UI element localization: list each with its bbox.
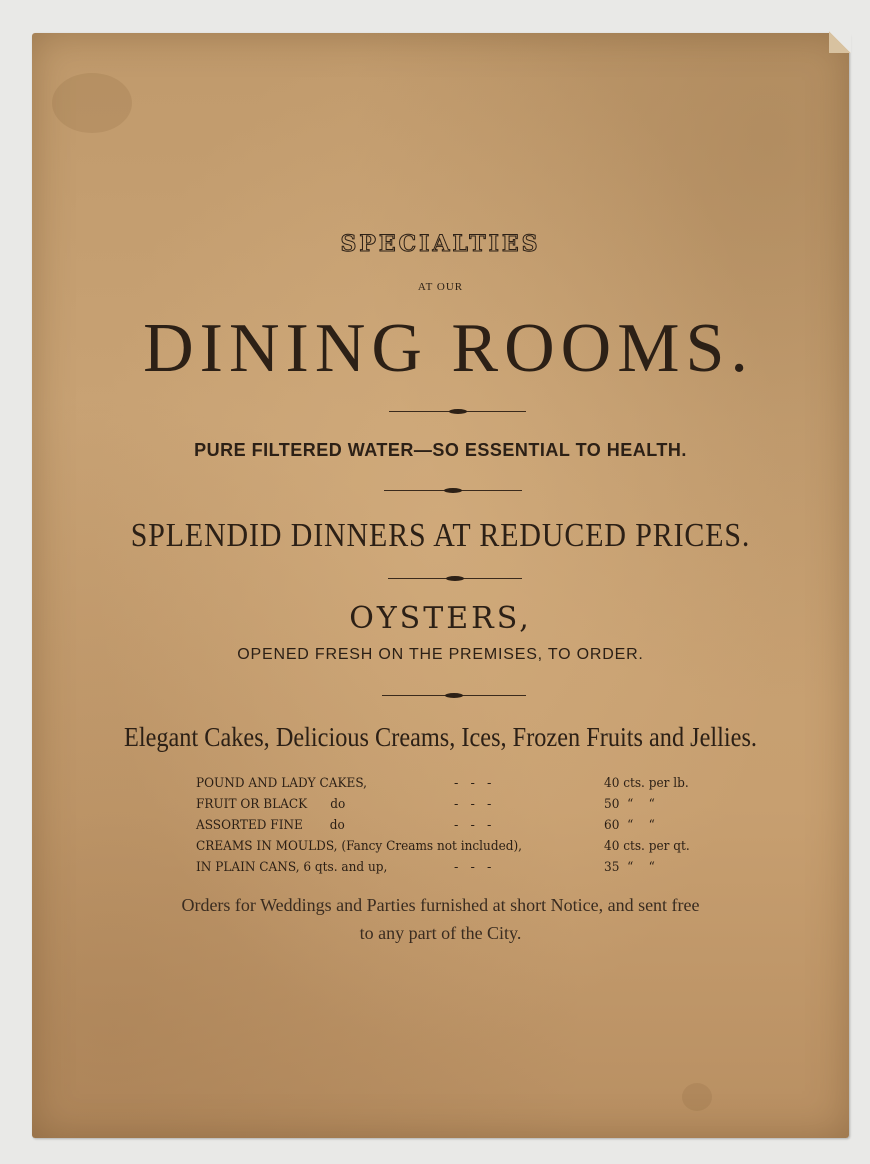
paper-stain (682, 1083, 712, 1111)
menu-card (32, 33, 849, 1138)
price-value: 40 cts. per lb. (604, 776, 689, 791)
oysters-heading: OYSTERS, (349, 601, 532, 636)
ornamental-rule (389, 411, 526, 412)
dining-rooms-title: DINING ROOMS. (143, 310, 754, 387)
price-item: POUND AND LADY CAKES, (196, 776, 368, 791)
price-value: 40 cts. per qt. (604, 839, 690, 854)
oysters-subtitle: OPENED FRESH ON THE PREMISES, TO ORDER. (237, 646, 644, 663)
ornamental-rule (384, 490, 522, 491)
specialties-heading: SPECIALTIES (340, 231, 541, 257)
price-dashes: - - - (454, 860, 496, 875)
price-item: ASSORTED FINE do (196, 818, 345, 833)
price-dashes: - - - (454, 776, 496, 791)
price-dashes: - - - (454, 797, 496, 812)
price-row (196, 773, 756, 794)
orders-notice (32, 891, 849, 947)
price-value: 35 “ “ (604, 860, 655, 875)
price-item: CREAMS IN MOULDS, (Fancy Creams not included), (196, 839, 523, 854)
at-our-text: AT OUR (417, 281, 464, 293)
paper-stain (52, 73, 132, 133)
orders-line-2: to any part of the City. (359, 923, 522, 943)
price-row (196, 794, 756, 815)
orders-line-1: Orders for Weddings and Parties furnished at short Notice, and sent free (181, 895, 700, 915)
price-list (196, 773, 756, 878)
price-item: IN PLAIN CANS, 6 qts. and up, (196, 860, 388, 875)
filtered-water-line: PURE FILTERED WATER—SO ESSENTIAL TO HEALTH. (194, 440, 687, 460)
price-value: 50 “ “ (604, 797, 655, 812)
price-item: FRUIT OR BLACK do (196, 797, 346, 812)
cakes-line: Elegant Cakes, Delicious Creams, Ices, Frozen Fruits and Jellies. (123, 722, 758, 752)
price-row (196, 836, 756, 857)
price-value: 60 “ “ (604, 818, 655, 833)
folded-corner (829, 31, 851, 53)
price-row (196, 857, 756, 878)
ornamental-rule (388, 578, 522, 579)
price-dashes: - - - (454, 818, 496, 833)
price-row (196, 815, 756, 836)
dinners-line: SPLENDID DINNERS AT REDUCED PRICES. (130, 517, 751, 554)
ornamental-rule (382, 695, 526, 696)
